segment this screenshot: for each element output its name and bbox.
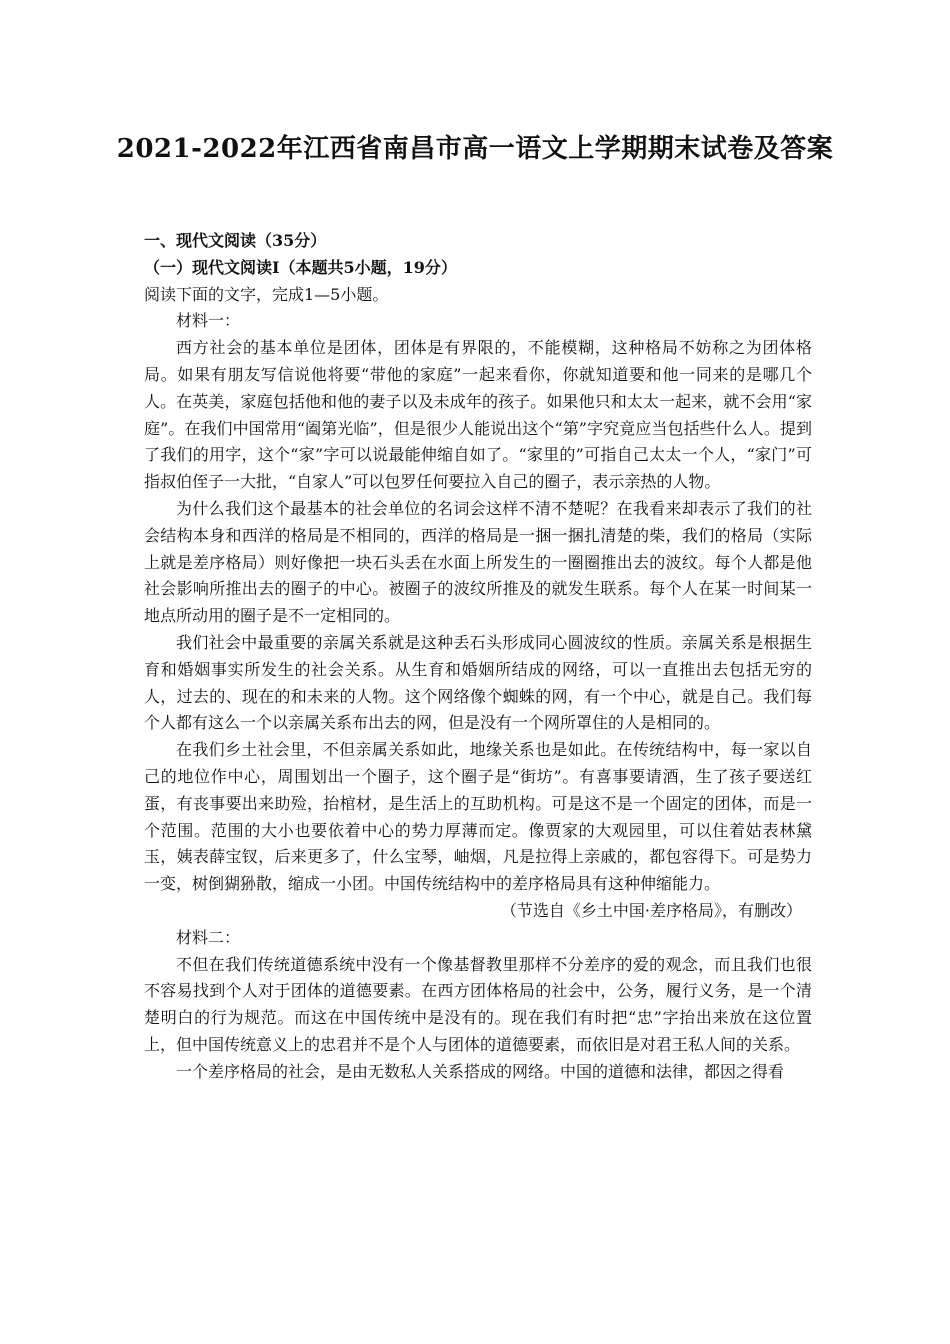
material-paragraph: 不但在我们传统道德系统中没有一个像基督教里那样不分差序的爱的观念，而且我们也很不容易找到个人对于团体的道德要素。在西方团体格局的社会中，公务，履行义务，是一个清楚明白的行为规范。而这在中国传统中是没有的。现在我们有时把“忠”字抬出来放在这位置上，但中国传统意义上的忠君并不是个人与团体的道德要素，而依旧是对君王私人间的关系。 xyxy=(144,954,812,1054)
material-paragraph: 在我们乡土社会里，不但亲属关系如此，地缘关系也是如此。在传统结构中，每一家以自己的地位作中心，周围划出一个圈子，这个圈子是“街坊”。有喜事要请酒，生了孩子要送红蛋，有丧事要出来助殓，抬棺材，是生活上的互助机构。可是这不是一个固定的团体，而是一个范围。范围的大小也要依着中心的势力厚薄而定。像贾家的大观园里，可以住着姑表林黛玉，姨表薛宝钗，后来更多了，什么宝琴，岫烟，凡是拉得上亲戚的，都包容得下。可是势力一变，树倒猢狲散，缩成一小团。中国传统结构中的差序格局具有这种伸缩能力。 xyxy=(144,740,812,894)
subsection-heading: （一）现代文阅读Ⅰ（本题共5小题，19分） xyxy=(144,257,457,277)
document-body xyxy=(144,228,812,1086)
section-heading: 一、现代文阅读（35分） xyxy=(144,231,327,250)
material-label: 材料二： xyxy=(176,927,241,947)
document-title: 2021-2022年江西省南昌市高一语文上学期期末试卷及答案 xyxy=(116,134,834,164)
material-paragraph: 我们社会中最重要的亲属关系就是这种丢石头形成同心圆波纹的性质。亲属关系是根据生育和婚姻事实所发生的社会关系。从生育和婚姻所结成的网络，可以一直推出去包括无穷的人，过去的、现在的和未来的人物。这个网络像个蜘蛛的网，有一个中心，就是自己。我们每个人都有这么一个以亲属关系布出去的网，但是没有一个网所罩住的人是相同的。 xyxy=(144,632,812,733)
instruction-text: 阅读下面的文字，完成1—5小题。 xyxy=(144,284,389,304)
material-paragraph: 西方社会的基本单位是团体，团体是有界限的，不能模糊，这种格局不妨称之为团体格局。如果有朋友写信说他将要“带他的家庭”一起来看你，你就知道要和他一同来的是哪几个人。在英美，家庭包括他和他的妻子以及未成年的孩子。如果他只和太太一起来，就不会用“家庭”。在我们中国常用“阖第光临”，但是很少人能说出这个“第”字究竟应当包括些什么人。提到了我们的用字，这个“家”字可以说最能伸缩自如了。“家里的”可指自己太太一个人，“家门”可指叔伯侄子一大批，“自家人”可以包罗任何要拉入自己的圈子，表示亲热的人物。 xyxy=(144,338,812,492)
material-paragraph: 一个差序格局的社会，是由无数私人关系搭成的网络。中国的道德和法律，都因之得看 xyxy=(176,1061,785,1081)
source-citation: （节选自《乡土中国·差序格局》，有删改） xyxy=(500,900,802,920)
material-paragraph: 为什么我们这个最基本的社会单位的名词会这样不清不楚呢？在我看来却表示了我们的社会结构本身和西洋的格局是不相同的，西洋的格局是一捆一捆扎清楚的柴，我们的格局（实际上就是差序格局）则好像把一块石头丢在水面上所发生的一圈圈推出去的波纹。每个人都是他社会影响所推出去的圈子的中心。被圈子的波纹所推及的就发生联系。每个人在某一时间某一地点所动用的圈子是不一定相同的。 xyxy=(144,498,812,626)
material-label: 材料一： xyxy=(176,311,241,331)
